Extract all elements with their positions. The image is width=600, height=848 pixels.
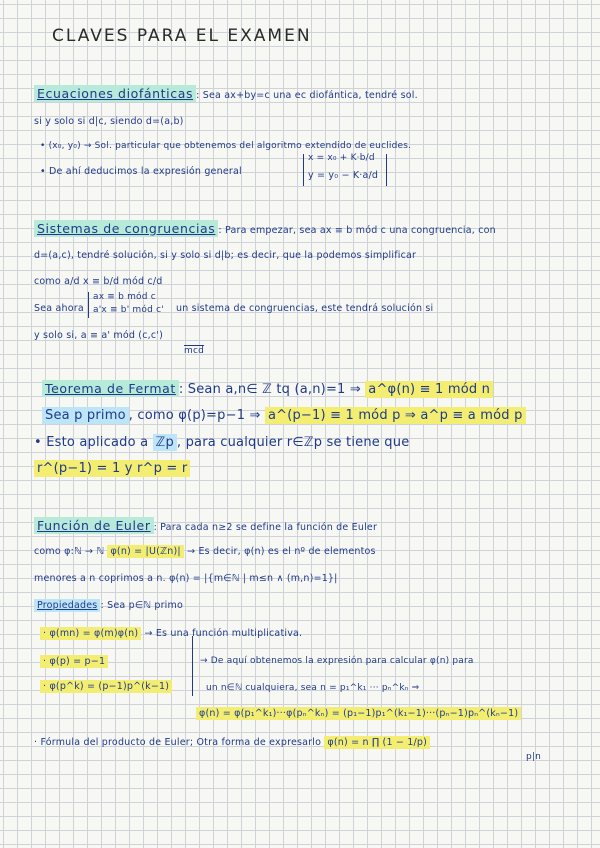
diophantine-heading: Ecuaciones diofánticas bbox=[34, 85, 196, 102]
euler-line-2 bbox=[34, 546, 376, 557]
properties-brace bbox=[192, 636, 193, 696]
diophantine-line-1 bbox=[34, 86, 418, 101]
euler-definition: φ(n) = |U(ℤn)| bbox=[107, 545, 183, 558]
general-solution-y: y = y₀ − K·a/d bbox=[308, 170, 379, 181]
congruences-heading: Sistemas de congruencias bbox=[34, 220, 218, 237]
euler-product-formula: φ(n) = n ∏ (1 − 1/p) bbox=[324, 736, 430, 749]
zp-rest: , para cualquier r∈ℤp se tiene que bbox=[176, 435, 410, 450]
euler-domain: como φ:ℕ → ℕ bbox=[34, 546, 105, 557]
fermat-result: a^φ(n) ≡ 1 mód n bbox=[365, 381, 493, 398]
properties-intro: : Sea p∈ℕ primo bbox=[100, 600, 183, 611]
system-brace bbox=[88, 292, 89, 318]
property-1-line bbox=[40, 628, 302, 639]
fermat-little-theorem: a^(p−1) ≡ 1 mód p ⇒ a^p ≡ a mód p bbox=[265, 407, 526, 424]
brace-right bbox=[386, 154, 387, 186]
euler-product-label: · Fórmula del producto de Euler; Otra forma de expresarlo bbox=[34, 737, 322, 748]
brace-left bbox=[303, 154, 304, 186]
congruences-line-4a: Sea ahora bbox=[34, 303, 84, 314]
property-2: · φ(p) = p−1 bbox=[40, 655, 108, 668]
diophantine-line-2: si y solo si d|c, siendo d=(a,b) bbox=[34, 116, 184, 127]
euler-product-subscript: p|n bbox=[526, 752, 542, 762]
euler-heading: Función de Euler bbox=[34, 517, 154, 534]
euler-product-line bbox=[34, 737, 430, 748]
property-3-line bbox=[40, 681, 172, 692]
general-solution-x: x = x₀ + K·b/d bbox=[308, 153, 375, 163]
congruences-intro: : Para empezar, sea ax ≡ b mód c una congruencia, con bbox=[218, 225, 496, 236]
diophantine-intro: : Sea ax+by=c una ec diofántica, tendré sol. bbox=[196, 90, 418, 101]
phi-formula: φ(n) = φ(p₁^k₁)···φ(pₙ^kₙ) = (p₁−1)p₁^(k₁−1)···(pₙ−1)pₙ^(kₙ−1) bbox=[196, 707, 521, 720]
property-2-line bbox=[40, 656, 108, 667]
properties-line bbox=[34, 600, 183, 611]
congruences-line-2: d=(a,c), tendré solución, si y solo si d|b; es decir, que la podemos simplificar bbox=[34, 250, 417, 261]
congruences-line-1 bbox=[34, 221, 496, 236]
mcd-note: $\overline{mcd}$ bbox=[184, 346, 205, 356]
property-1: · φ(mn) = φ(m)φ(n) bbox=[40, 627, 141, 640]
system-eq-2: a'x ≡ b' mód c' bbox=[93, 305, 164, 315]
properties-note-2: un n∈ℕ cualquiera, sea n = p₁^k₁ ··· pₙ^kₙ ⇒ bbox=[206, 683, 420, 693]
diophantine-bullet-2: • De ahí deducimos la expresión general bbox=[40, 166, 242, 177]
fermat-line-4 bbox=[34, 461, 190, 476]
euler-explanation: → Es decir, φ(n) es el nº de elementos bbox=[187, 546, 376, 557]
page-title: CLAVES PARA EL EXAMEN bbox=[52, 26, 312, 46]
diophantine-bullet-1: • (x₀, y₀) → Sol. particular que obtenemos del algoritmo extendido de euclides. bbox=[40, 141, 412, 151]
congruences-line-5: y solo si, a ≡ a' mód (c,c') bbox=[34, 330, 163, 341]
congruences-line-4b: un sistema de congruencias, este tendrá solución si bbox=[176, 303, 434, 314]
p-prime-label: Sea p primo bbox=[42, 407, 129, 424]
property-3: · φ(p^k) = (p−1)p^(k−1) bbox=[40, 680, 172, 693]
properties-note-1: → De aquí obtenemos la expresión para calcular φ(n) para bbox=[200, 656, 474, 666]
euler-line-1 bbox=[34, 518, 377, 533]
fermat-line-1 bbox=[42, 381, 493, 397]
fermat-line-3 bbox=[34, 435, 409, 450]
euler-intro: : Para cada n≥2 se define la función de Euler bbox=[153, 522, 378, 533]
fermat-heading: Teorema de Fermat bbox=[42, 380, 179, 397]
euler-line-3: menores a n coprimos a n. φ(n) = |{m∈ℕ | m≤n ∧ (m,n)=1}| bbox=[34, 573, 338, 584]
zp-label: ℤp bbox=[153, 434, 177, 451]
property-1-note: → Es una función multiplicativa. bbox=[144, 628, 303, 639]
fermat-line-2 bbox=[42, 408, 526, 423]
properties-heading: Propiedades bbox=[34, 599, 100, 612]
zp-result: r^(p−1) = 1 y r^p = r bbox=[34, 460, 190, 477]
phi-formula-line bbox=[196, 708, 521, 719]
system-eq-1: ax ≡ b mód c bbox=[93, 292, 156, 302]
congruences-line-3: como a/d x ≡ b/d mód c/d bbox=[34, 276, 163, 287]
fermat-hypothesis: : Sean a,n∈ ℤ tq (a,n)=1 ⇒ bbox=[178, 382, 361, 397]
phi-prime: , como φ(p)=p−1 ⇒ bbox=[128, 408, 261, 423]
zp-intro: • Esto aplicado a bbox=[34, 435, 149, 450]
